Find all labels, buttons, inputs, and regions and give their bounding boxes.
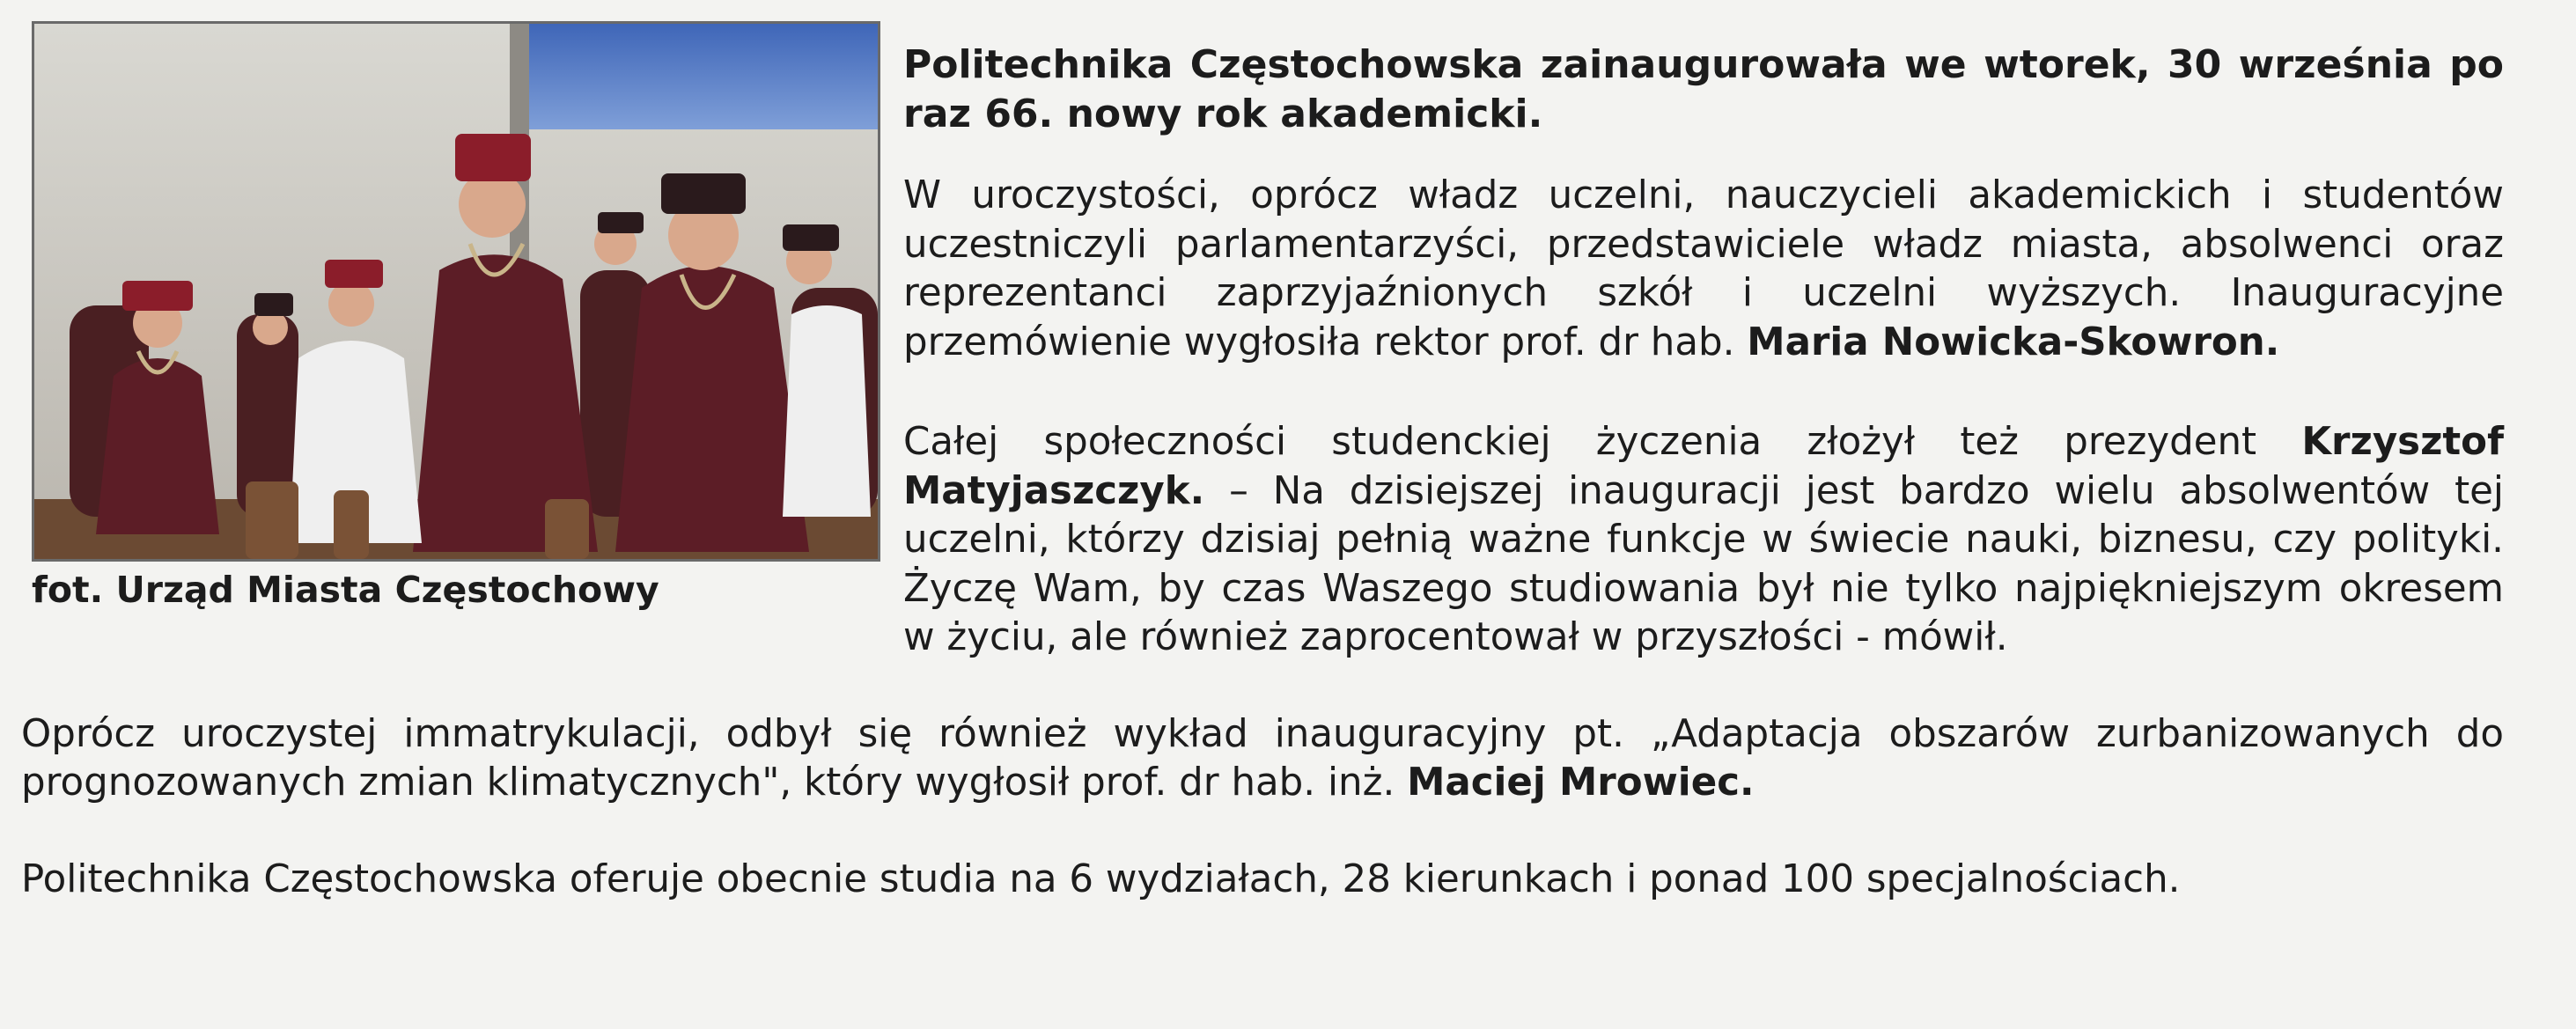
paragraph-3-text: Oprócz uroczystej immatrykulacji, odbył się również wykład inauguracyjny pt. „Adaptacja obszarów zurbanizowanych do prognozowanych zmian klimatycznych", który wygłosił prof. dr hab. inż. <box>21 711 2504 805</box>
rector-name: Maria Nowicka-Skowron. <box>1747 320 2280 364</box>
article-paragraph-3 <box>21 710 2504 808</box>
paragraph-2-quote: – Na dzisiejszej inauguracji jest bardzo wielu absolwentów tej uczelni, którzy dzisiaj pełnią ważne funkcje w świecie nauki, biznesu, czy polityki. Życzę Wam, by czas Waszego studiowania był nie tylko najpiękniejszym okresem w życiu, ale również zaprocentował w przyszłości - mówił. <box>903 468 2504 659</box>
paragraph-1-text: W uroczystości, oprócz władz uczelni, nauczycieli akademickich i studentów uczestniczyli parlamentarzyści, przedstawiciele władz miasta, absolwenci oraz reprezentanci zaprzyjaźnionych szkół i uczelni wyższych. Inauguracyjne przemówienie wygłosiła rektor prof. dr hab. <box>903 173 2504 364</box>
paragraph-2-intro: Całej społeczności studenckiej życzenia złożył też prezydent <box>903 420 2302 464</box>
article-paragraph-4: Politechnika Częstochowska oferuje obecnie studia na 6 wydziałach, 28 kierunkach i ponad 100 specjalnościach. <box>21 856 2181 901</box>
article-body <box>21 40 2504 952</box>
photo-float-spacer <box>21 40 903 629</box>
article-lead: Politechnika Częstochowska zainaugurowała we wtorek, 30 września po raz 66. nowy rok akademicki. <box>903 42 2504 136</box>
lecturer-name: Maciej Mrowiec. <box>1407 761 1755 805</box>
photo-caption: fot. Urząd Miasta Częstochowy <box>32 569 659 611</box>
president-name: Krzysztof Matyjaszczyk. <box>903 420 2504 513</box>
